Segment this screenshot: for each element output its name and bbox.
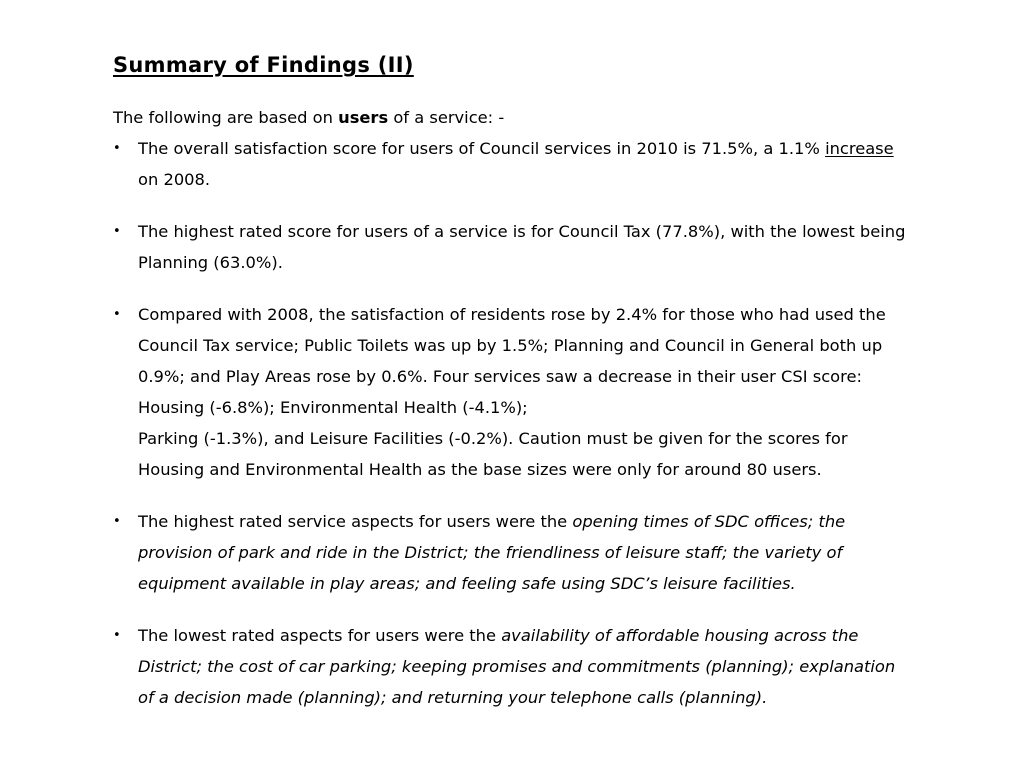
finding-comparison-2008 [113, 299, 913, 485]
finding-text: The overall satisfaction score for users of Council services in 2010 is 71.5%, a 1.1% [138, 139, 826, 158]
intro-text-before: The following are based on [113, 108, 339, 127]
page-title: Summary of Findings (II) [113, 53, 414, 77]
bullet-icon: • [113, 141, 121, 156]
bullet-icon: • [113, 628, 121, 643]
finding-overall-satisfaction [113, 133, 913, 195]
intro-text-after: of a service: - [388, 108, 505, 127]
bullet-icon: • [113, 307, 121, 322]
finding-underlined-text: increase [825, 139, 894, 158]
finding-text: The highest rated service aspects for users were the [138, 512, 573, 531]
finding-highest-lowest-score [113, 216, 913, 278]
finding-highest-rated-aspects [113, 506, 913, 599]
findings-list [113, 133, 913, 713]
document-page [113, 48, 913, 713]
finding-italic-text: opening times of SDC offices; the provision of park and ride in the District; the friendliness of leisure staff; the variety of equipment available in play areas; and feeling safe using SDC’s leisure facilities. [138, 512, 846, 593]
finding-lowest-rated-aspects [113, 620, 913, 713]
finding-text: on 2008. [138, 170, 211, 189]
bullet-icon: • [113, 224, 121, 239]
bullet-icon: • [113, 514, 121, 529]
finding-text: Compared with 2008, the satisfaction of residents rose by 2.4% for those who had used the Council Tax service; Public Toilets was up by 1.5%; Planning and Council in General both up 0.9%; and Play Areas rose by 0.6%. Four services saw a decrease in their user CSI score: Housing (-6.8%); Environmental Health (-4.1%); [138, 305, 886, 417]
intro-paragraph [113, 102, 913, 133]
finding-text: The lowest rated aspects for users were the [138, 626, 502, 645]
intro-bold-users: users [338, 108, 389, 127]
finding-text: The highest rated score for users of a service is for Council Tax (77.8%), with the lowest being Planning (63.0%). [138, 222, 906, 272]
finding-text-continued: Parking (-1.3%), and Leisure Facilities (-0.2%). Caution must be given for the scores for Housing and Environmental Health as the base sizes were only for around 80 users. [138, 429, 848, 479]
finding-italic-text: availability of affordable housing across the District; the cost of car parking; keeping promises and commitments (planning); explanation of a decision made (planning); and returning your telephone calls (planning). [138, 626, 896, 707]
